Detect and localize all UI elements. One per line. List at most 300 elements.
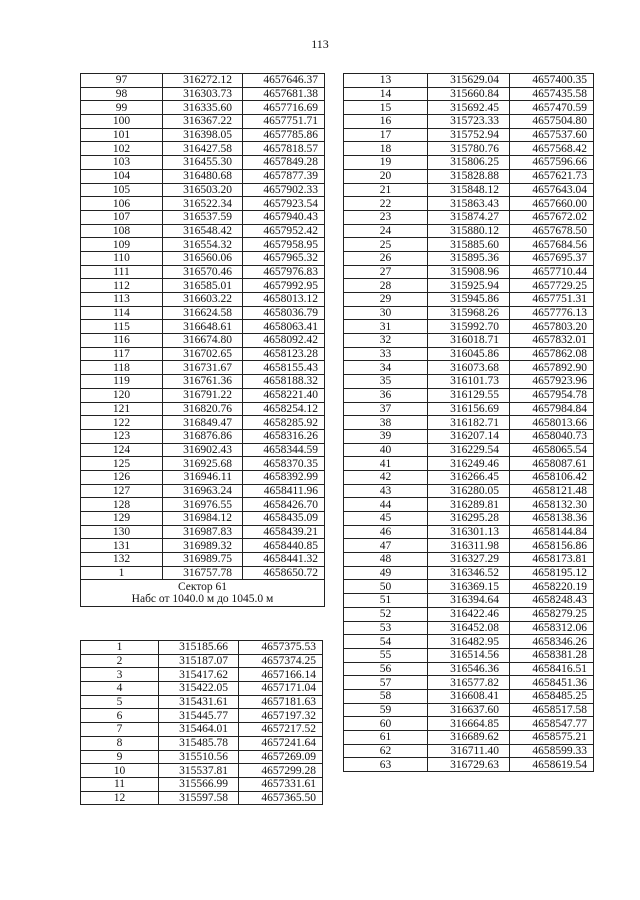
point-number: 32 — [344, 334, 428, 348]
point-number: 38 — [344, 416, 428, 430]
coordinate-x: 316757.78 — [163, 566, 243, 580]
coordinate-y: 4658439.21 — [243, 525, 325, 539]
table-row — [81, 238, 325, 252]
coordinate-y: 4658440.85 — [243, 539, 325, 553]
point-number: 110 — [81, 251, 163, 265]
coordinate-x: 316560.06 — [163, 251, 243, 265]
table-row — [344, 607, 594, 621]
table-row — [81, 553, 325, 567]
coordinate-x: 316295.28 — [428, 512, 510, 526]
point-number: 122 — [81, 416, 163, 430]
point-number: 131 — [81, 539, 163, 553]
table-row — [344, 553, 594, 567]
point-number: 109 — [81, 238, 163, 252]
page-number: 113 — [311, 37, 329, 51]
table-row — [81, 388, 325, 402]
table-row — [81, 142, 325, 156]
coordinate-y: 4657803.20 — [510, 320, 594, 334]
point-number: 102 — [81, 142, 163, 156]
table-row — [344, 402, 594, 416]
point-number: 126 — [81, 470, 163, 484]
table-row — [344, 128, 594, 142]
coordinate-x: 316398.05 — [163, 128, 243, 142]
point-number: 114 — [81, 306, 163, 320]
coordinate-y: 4657621.73 — [510, 169, 594, 183]
point-number: 59 — [344, 703, 428, 717]
coordinate-x: 316963.24 — [163, 484, 243, 498]
table-row — [344, 334, 594, 348]
table-row — [344, 470, 594, 484]
coordinate-x: 316876.86 — [163, 429, 243, 443]
table-row — [81, 361, 325, 375]
coordinate-y: 4657400.35 — [510, 74, 594, 88]
coordinate-x: 315597.58 — [159, 791, 239, 805]
point-number: 123 — [81, 429, 163, 443]
coordinate-x: 316537.59 — [163, 210, 243, 224]
coordinate-y: 4658087.61 — [510, 457, 594, 471]
coordinate-x: 316427.58 — [163, 142, 243, 156]
coordinate-y: 4657171.04 — [239, 682, 323, 696]
coordinate-x: 316702.65 — [163, 347, 243, 361]
table-row — [81, 498, 325, 512]
point-number: 29 — [344, 293, 428, 307]
coordinate-y: 4658156.86 — [510, 539, 594, 553]
point-number: 30 — [344, 306, 428, 320]
point-number: 18 — [344, 142, 428, 156]
coordinate-x: 316570.46 — [163, 265, 243, 279]
table-row — [344, 115, 594, 129]
point-number: 37 — [344, 402, 428, 416]
table-row — [344, 717, 594, 731]
table-row — [344, 594, 594, 608]
coordinate-x: 316018.71 — [428, 334, 510, 348]
coordinate-y: 4658451.36 — [510, 676, 594, 690]
point-number: 105 — [81, 183, 163, 197]
table-row — [344, 689, 594, 703]
point-number: 62 — [344, 744, 428, 758]
coordinate-x: 316182.71 — [428, 416, 510, 430]
point-number: 4 — [81, 682, 159, 696]
point-number: 13 — [344, 74, 428, 88]
point-number: 42 — [344, 470, 428, 484]
coordinate-x: 316101.73 — [428, 375, 510, 389]
table-row — [344, 731, 594, 745]
point-number: 117 — [81, 347, 163, 361]
coordinate-x: 316129.55 — [428, 388, 510, 402]
coordinate-y: 4657832.01 — [510, 334, 594, 348]
table-row — [81, 566, 325, 580]
coordinate-x: 315485.78 — [159, 736, 239, 750]
coordinate-y: 4658599.33 — [510, 744, 594, 758]
table-row — [344, 279, 594, 293]
coordinate-x: 315510.56 — [159, 750, 239, 764]
coordinate-x: 316514.56 — [428, 648, 510, 662]
table-row — [344, 498, 594, 512]
point-number: 27 — [344, 265, 428, 279]
table-row — [81, 101, 325, 115]
coordinate-y: 4658065.54 — [510, 443, 594, 457]
coordinate-x: 316229.54 — [428, 443, 510, 457]
table-row — [81, 457, 325, 471]
coordinate-y: 4658517.58 — [510, 703, 594, 717]
coordinate-y: 4658144.84 — [510, 525, 594, 539]
coordinate-x: 315863.43 — [428, 197, 510, 211]
coordinate-y: 4658106.42 — [510, 470, 594, 484]
coordinate-y: 4657751.31 — [510, 293, 594, 307]
point-number: 130 — [81, 525, 163, 539]
coordinate-x: 316689.62 — [428, 731, 510, 745]
table-row — [344, 429, 594, 443]
point-number: 43 — [344, 484, 428, 498]
point-number: 19 — [344, 156, 428, 170]
coordinate-x: 316987.83 — [163, 525, 243, 539]
table-row — [81, 668, 323, 682]
point-number: 127 — [81, 484, 163, 498]
point-number: 55 — [344, 648, 428, 662]
coordinates-table-right — [343, 73, 594, 772]
table-row — [81, 320, 325, 334]
point-number: 132 — [81, 553, 163, 567]
coordinate-x: 315874.27 — [428, 210, 510, 224]
coordinate-x: 315692.45 — [428, 101, 510, 115]
point-number: 108 — [81, 224, 163, 238]
table-row — [81, 654, 323, 668]
point-number: 54 — [344, 635, 428, 649]
coordinate-y: 4657695.37 — [510, 251, 594, 265]
coordinate-y: 4658254.12 — [243, 402, 325, 416]
table-row — [344, 648, 594, 662]
coordinate-x: 316637.60 — [428, 703, 510, 717]
point-number: 40 — [344, 443, 428, 457]
table-row — [81, 470, 325, 484]
point-number: 113 — [81, 293, 163, 307]
coordinate-x: 316731.67 — [163, 361, 243, 375]
table-row — [344, 265, 594, 279]
table-row — [344, 416, 594, 430]
point-number: 33 — [344, 347, 428, 361]
table-row — [344, 703, 594, 717]
coordinate-x: 316989.75 — [163, 553, 243, 567]
coordinate-y: 4657197.32 — [239, 709, 323, 723]
table-row — [344, 361, 594, 375]
coordinate-x: 315431.61 — [159, 695, 239, 709]
table-row — [344, 525, 594, 539]
table-row — [81, 251, 325, 265]
coordinate-y: 4658195.12 — [510, 566, 594, 580]
point-number: 47 — [344, 539, 428, 553]
point-number: 5 — [81, 695, 159, 709]
table-row — [344, 676, 594, 690]
table-row — [81, 210, 325, 224]
coordinate-x: 316073.68 — [428, 361, 510, 375]
coordinate-y: 4657684.56 — [510, 238, 594, 252]
coordinate-y: 4657299.28 — [239, 764, 323, 778]
point-number: 116 — [81, 334, 163, 348]
coordinate-y: 4658344.59 — [243, 443, 325, 457]
coordinate-x: 316452.08 — [428, 621, 510, 635]
coordinate-x: 315885.60 — [428, 238, 510, 252]
coordinate-x: 316989.32 — [163, 539, 243, 553]
coordinate-y: 4657331.61 — [239, 777, 323, 791]
table-row — [81, 429, 325, 443]
coordinate-x: 316266.45 — [428, 470, 510, 484]
point-number: 115 — [81, 320, 163, 334]
coordinate-x: 315187.07 — [159, 654, 239, 668]
coordinate-y: 4657992.95 — [243, 279, 325, 293]
table-row — [81, 709, 323, 723]
coordinate-x: 316849.47 — [163, 416, 243, 430]
coordinate-x: 316280.05 — [428, 484, 510, 498]
coordinate-x: 315968.26 — [428, 306, 510, 320]
table-row — [344, 375, 594, 389]
coordinate-y: 4657751.71 — [243, 115, 325, 129]
point-number: 24 — [344, 224, 428, 238]
point-number: 1 — [81, 566, 163, 580]
coordinate-x: 316327.29 — [428, 553, 510, 567]
table-row — [344, 635, 594, 649]
table-row — [81, 736, 323, 750]
table-row — [344, 238, 594, 252]
point-number: 120 — [81, 388, 163, 402]
table-row — [344, 744, 594, 758]
coordinate-y: 4657504.80 — [510, 115, 594, 129]
coordinate-x: 316303.73 — [163, 87, 243, 101]
point-number: 28 — [344, 279, 428, 293]
coordinate-y: 4658285.92 — [243, 416, 325, 430]
table-row — [344, 457, 594, 471]
coordinate-y: 4657646.37 — [243, 74, 325, 88]
coordinate-x: 316045.86 — [428, 347, 510, 361]
coordinate-y: 4657958.95 — [243, 238, 325, 252]
coordinate-x: 316761.36 — [163, 375, 243, 389]
coordinate-x: 315880.12 — [428, 224, 510, 238]
point-number: 103 — [81, 156, 163, 170]
table-row — [344, 293, 594, 307]
coordinate-x: 315660.84 — [428, 87, 510, 101]
point-number: 58 — [344, 689, 428, 703]
point-number: 124 — [81, 443, 163, 457]
table-row — [344, 566, 594, 580]
table-row — [81, 484, 325, 498]
coordinate-y: 4657849.28 — [243, 156, 325, 170]
coordinate-y: 4657729.25 — [510, 279, 594, 293]
coordinate-y: 4658013.12 — [243, 293, 325, 307]
coordinate-x: 315908.96 — [428, 265, 510, 279]
coordinate-x: 315752.94 — [428, 128, 510, 142]
coordinate-y: 4658416.51 — [510, 662, 594, 676]
point-number: 44 — [344, 498, 428, 512]
point-number: 118 — [81, 361, 163, 375]
coordinate-x: 316925.68 — [163, 457, 243, 471]
table-row — [81, 169, 325, 183]
point-number: 41 — [344, 457, 428, 471]
coordinate-y: 4658411.96 — [243, 484, 325, 498]
coordinate-y: 4658155.43 — [243, 361, 325, 375]
coordinate-x: 316664.85 — [428, 717, 510, 731]
point-number: 101 — [81, 128, 163, 142]
point-number: 53 — [344, 621, 428, 635]
coordinate-x: 316422.46 — [428, 607, 510, 621]
point-number: 2 — [81, 654, 159, 668]
coordinate-y: 4657776.13 — [510, 306, 594, 320]
point-number: 107 — [81, 210, 163, 224]
coordinate-y: 4657217.52 — [239, 723, 323, 737]
coordinate-x: 316369.15 — [428, 580, 510, 594]
point-number: 36 — [344, 388, 428, 402]
coordinate-x: 316791.22 — [163, 388, 243, 402]
table-row — [81, 443, 325, 457]
coordinate-y: 4658381.28 — [510, 648, 594, 662]
table-row — [81, 115, 325, 129]
point-number: 6 — [81, 709, 159, 723]
sector-title-row — [81, 580, 325, 593]
coordinate-x: 316711.40 — [428, 744, 510, 758]
point-number: 48 — [344, 553, 428, 567]
coordinate-y: 4658316.26 — [243, 429, 325, 443]
table-row — [81, 375, 325, 389]
coordinate-y: 4658392.99 — [243, 470, 325, 484]
coordinate-y: 4657954.78 — [510, 388, 594, 402]
coordinate-y: 4657375.53 — [239, 641, 323, 655]
table-row — [344, 580, 594, 594]
point-number: 98 — [81, 87, 163, 101]
coordinate-x: 316156.69 — [428, 402, 510, 416]
table-row — [81, 265, 325, 279]
table-row — [344, 388, 594, 402]
coordinate-y: 4658132.30 — [510, 498, 594, 512]
point-number: 111 — [81, 265, 163, 279]
coordinate-x: 316820.76 — [163, 402, 243, 416]
table-row — [81, 402, 325, 416]
point-number: 121 — [81, 402, 163, 416]
table-row — [81, 764, 323, 778]
table-row — [81, 750, 323, 764]
sector-title: Сектор 61 — [81, 580, 325, 593]
table-row — [344, 210, 594, 224]
table-row — [81, 723, 323, 737]
coordinate-y: 4657241.64 — [239, 736, 323, 750]
coordinate-y: 4658619.54 — [510, 758, 594, 772]
coordinate-x: 315848.12 — [428, 183, 510, 197]
coordinate-x: 316976.55 — [163, 498, 243, 512]
table-row — [344, 87, 594, 101]
coordinate-x: 315723.33 — [428, 115, 510, 129]
coordinate-x: 315945.86 — [428, 293, 510, 307]
point-number: 20 — [344, 169, 428, 183]
point-number: 9 — [81, 750, 159, 764]
coordinate-x: 316729.63 — [428, 758, 510, 772]
point-number: 17 — [344, 128, 428, 142]
table-row — [81, 87, 325, 101]
point-number: 26 — [344, 251, 428, 265]
point-number: 12 — [81, 791, 159, 805]
coordinate-x: 316335.60 — [163, 101, 243, 115]
coordinate-y: 4657660.00 — [510, 197, 594, 211]
table-row — [81, 279, 325, 293]
coordinate-y: 4657976.83 — [243, 265, 325, 279]
point-number: 60 — [344, 717, 428, 731]
coordinate-y: 4657716.69 — [243, 101, 325, 115]
coordinate-x: 316554.32 — [163, 238, 243, 252]
sector-subtitle: Набс от 1040.0 м до 1045.0 м — [81, 593, 325, 606]
table-row — [344, 224, 594, 238]
coordinate-y: 4657181.63 — [239, 695, 323, 709]
point-number: 35 — [344, 375, 428, 389]
coordinate-y: 4657374.25 — [239, 654, 323, 668]
point-number: 119 — [81, 375, 163, 389]
point-number: 46 — [344, 525, 428, 539]
coordinate-y: 4657643.04 — [510, 183, 594, 197]
coordinate-y: 4657785.86 — [243, 128, 325, 142]
table-row — [344, 183, 594, 197]
point-number: 63 — [344, 758, 428, 772]
coordinate-y: 4657892.90 — [510, 361, 594, 375]
point-number: 39 — [344, 429, 428, 443]
coordinate-y: 4657923.54 — [243, 197, 325, 211]
coordinate-y: 4658138.36 — [510, 512, 594, 526]
point-number: 129 — [81, 512, 163, 526]
point-number: 97 — [81, 74, 163, 88]
coordinate-y: 4658173.81 — [510, 553, 594, 567]
table-row — [344, 101, 594, 115]
coordinate-x: 315185.66 — [159, 641, 239, 655]
point-number: 25 — [344, 238, 428, 252]
coordinate-y: 4657435.58 — [510, 87, 594, 101]
coordinate-y: 4657269.09 — [239, 750, 323, 764]
coordinate-y: 4657537.60 — [510, 128, 594, 142]
coordinate-y: 4658346.26 — [510, 635, 594, 649]
coordinate-y: 4657365.50 — [239, 791, 323, 805]
coordinate-y: 4657678.50 — [510, 224, 594, 238]
coordinate-x: 316301.13 — [428, 525, 510, 539]
coordinate-x: 316311.98 — [428, 539, 510, 553]
table-row — [81, 416, 325, 430]
coordinate-x: 316546.36 — [428, 662, 510, 676]
table-row — [81, 525, 325, 539]
sector-subtitle-row — [81, 593, 325, 606]
table-row — [344, 621, 594, 635]
coordinate-y: 4657470.59 — [510, 101, 594, 115]
table-row — [344, 169, 594, 183]
coordinate-y: 4657965.32 — [243, 251, 325, 265]
point-number: 50 — [344, 580, 428, 594]
coordinate-y: 4657877.39 — [243, 169, 325, 183]
table-row — [81, 74, 325, 88]
coordinate-y: 4658426.70 — [243, 498, 325, 512]
table-row — [344, 74, 594, 88]
coordinate-x: 316522.34 — [163, 197, 243, 211]
point-number: 61 — [344, 731, 428, 745]
coordinate-y: 4657902.33 — [243, 183, 325, 197]
table-row — [81, 682, 323, 696]
coordinate-x: 315422.05 — [159, 682, 239, 696]
point-number: 49 — [344, 566, 428, 580]
coordinate-y: 4658248.43 — [510, 594, 594, 608]
coordinate-y: 4657862.08 — [510, 347, 594, 361]
table-row — [344, 306, 594, 320]
table-row — [81, 791, 323, 805]
point-number: 34 — [344, 361, 428, 375]
coordinate-y: 4658435.09 — [243, 512, 325, 526]
coordinate-y: 4658650.72 — [243, 566, 325, 580]
coordinate-y: 4657940.43 — [243, 210, 325, 224]
coordinate-x: 316577.82 — [428, 676, 510, 690]
table-row — [344, 320, 594, 334]
point-number: 14 — [344, 87, 428, 101]
point-number: 31 — [344, 320, 428, 334]
coordinate-y: 4657710.44 — [510, 265, 594, 279]
coordinate-y: 4658121.48 — [510, 484, 594, 498]
